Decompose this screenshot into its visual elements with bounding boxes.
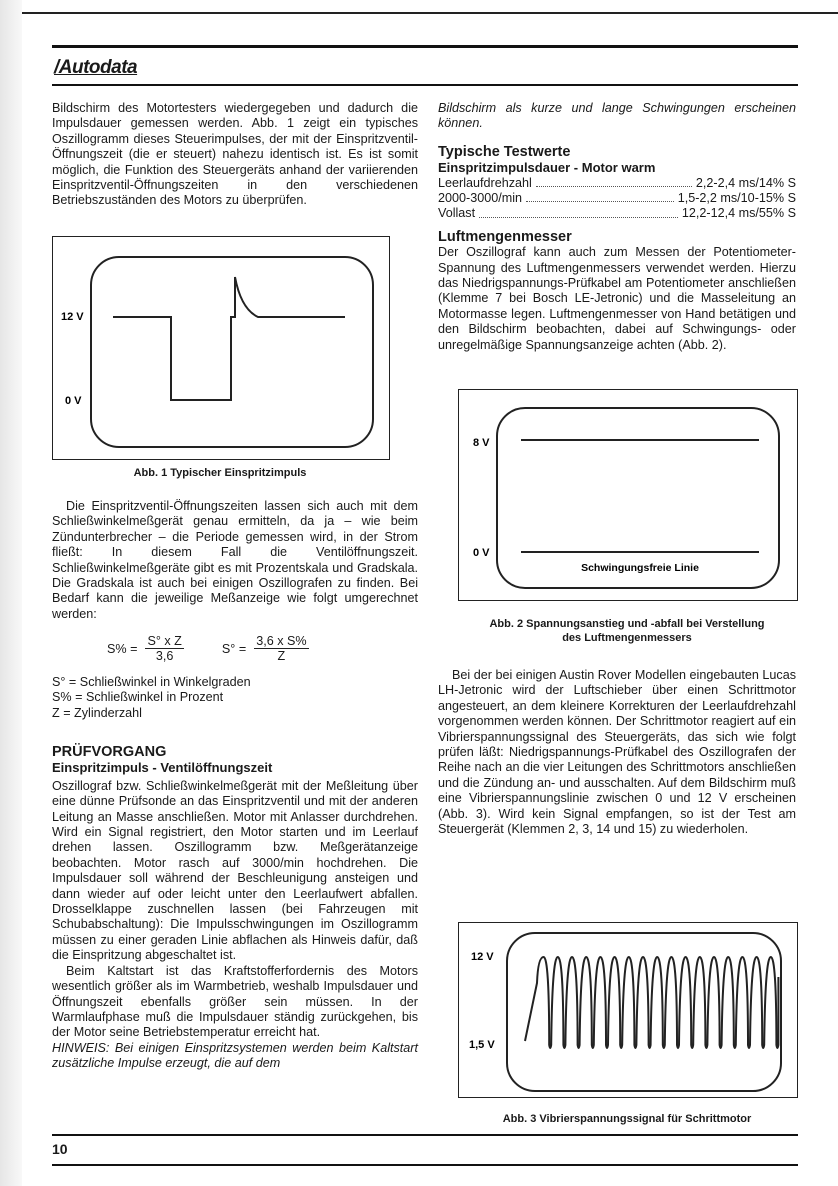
formula-2-denominator: Z	[277, 649, 286, 663]
right-paragraph-2: Der Oszillograf kann auch zum Messen der Potentiometer-Spannung des Luftmengenmessers verwendet werden. Hierzu das Niedrigspannungs-Prüfkabel am Potentiometer anschließen (Klemme 7 bei Bosch LE-Jetronic) und die Masseleitung an Motormasse legen. Luftmengenmesser von Hand betätigen und den Bildschirm beobachten, dabei auf Schwingungs- oder unregelmäßige Spannungsanzeige achten (Abb. 2).	[438, 245, 796, 352]
formula-1-fraction	[145, 634, 183, 663]
test-row-value: 1,5-2,2 ms/10-15% S	[677, 191, 796, 206]
footer-rule-bottom	[52, 1164, 798, 1166]
right-column-2	[438, 668, 796, 837]
header-rule-bottom	[52, 84, 798, 86]
fig3-label-12v: 12 V	[471, 951, 494, 963]
left-paragraph-2: Die Einspritzventil-Öffnungszeiten lassen sich auch mit dem Schließwinkelmeßgerät genau ermitteln, da ja – wie beim Zündunterbrecher – die Periode gemessen wird, in der Strom fließt: In diesem Fall die Ventilöffnungszeit. Schließwinkelmeßgeräte gibt es mit Prozentskala und Gradskala. Die Gradskala ist auch bei einigen Oszillografen zu finden. Bei Bedarf kann die jeweilige Meßanzeige wie folgt umgerechnet werden:	[52, 499, 418, 621]
injection-pulse-trace	[113, 277, 345, 400]
oscillogram-3	[459, 923, 797, 1097]
fig1-label-0v: 0 V	[65, 395, 82, 407]
figure-2-caption-line2: des Luftmengenmessers	[562, 632, 692, 644]
oscillogram-2	[459, 390, 797, 600]
test-value-row	[438, 206, 796, 221]
left-paragraph-1: Bildschirm des Motortesters wiedergegeben und dadurch die Impulsdauer gemessen werden. Abb. 1 zeigt ein typisches Oszillogramm dieses Steuerimpulses, der mit der Einspritzventil-Öffnungszeit (die er steuert) nahezu identisch ist. Es ist somit möglich, die Funktion des Steuergeräts anhand der variierenden Einspritzventil-Öffnungszeiten in den verschiedenen Betriebszuständen des Motors zu überprüfen.	[52, 101, 418, 208]
heading-einspritzimpuls: Einspritzimpuls - Ventilöffnungszeit	[52, 760, 273, 776]
left-paragraph-3: Oszillograf bzw. Schließwinkelmeßgerät mit der Meßleitung über eine dünne Prüfsonde an das Einspritzventil und mit der anderen Leitung an Masse anschließen. Motor mit Anlasser durchdrehen. Wird ein Signal registriert, den Motor starten und im Leerlauf drehen lassen. Oszillogramm bzw. Meßgerätanzeige beobachten. Motor rasch auf 3000/min hochdrehen. Die Impulsdauer soll während der Beschleunigung ansteigen und dann wieder auf oder leicht unter den Leerlaufwert abfallen. Drosselklappe zuschnellen lassen (bei Fahrzeugen mit Schubabschaltung): Die Impulsschwingungen im Oszillogramm müssen zu einer geraden Linie abflachen als Hinweis dafür, daß die Einspritzung abgeschaltet ist.	[52, 778, 418, 963]
top-border	[22, 12, 838, 14]
figure-1-caption: Abb. 1 Typischer Einspritzimpuls	[133, 467, 307, 479]
header-rule-top	[52, 45, 798, 48]
figure-1	[52, 236, 390, 460]
formula-2-lhs: S° =	[221, 641, 247, 656]
test-row-label: Vollast	[438, 206, 476, 221]
right-paragraph-3: Bei der bei einigen Austin Rover Modellen eingebauten Lucas LH-Jetronic wird der Luftschieber über einen Schrittmotor angesteuert, an dem kleinere Korrekturen der Leerlaufdrehzahl vorgenommen werden können. Der Schrittmotor reagiert auf ein Vibrierspannungssignal des Steuergeräts, das sich wie folgt prüfen läßt: Niedrigspannungs-Prüfkabel des Oszillografen der Reihe nach an die vier Leitungen des Schrittmotors anschließen und die Zündung an- und ausschalten. Auf dem Bildschirm muß eine Vibrierspannungslinie zwischen 0 und 12 V erscheinen (Abb. 3). Wird kein Signal empfangen, so ist der Test am Steuergerät (Klemmen 2, 3, 14 und 15) zu wiederholen.	[438, 668, 796, 837]
left-column	[52, 101, 418, 209]
formula-1-numerator: S° x Z	[147, 634, 182, 648]
footer-rule	[52, 1134, 798, 1136]
test-value-row	[438, 191, 796, 206]
fig2-label-8v: 8 V	[473, 437, 490, 449]
formula-legend	[52, 675, 418, 721]
formula-2-numerator: 3,6 x S%	[256, 634, 307, 648]
formula-1-denominator: 3,6	[155, 649, 174, 663]
heading-pruefvorgang: PRÜFVORGANG	[52, 744, 167, 760]
figure-2-caption	[458, 617, 796, 645]
right-column	[438, 101, 796, 353]
page-number: 10	[52, 1141, 68, 1157]
left-column-2	[52, 499, 418, 622]
fig3-label-1-5v: 1,5 V	[469, 1039, 495, 1051]
heading-luftmengenmesser: Luftmengenmesser	[438, 228, 572, 245]
figure-2-caption-line1: Abb. 2 Spannungsanstieg und -abfall bei Verstellung	[489, 618, 765, 630]
left-paragraph-hinweis: HINWEIS: Bei einigen Einspritzsystemen werden beim Kaltstart zusätzliche Impulse erzeugt, die auf dem	[52, 1040, 418, 1071]
heading-einspritzimpulsdauer: Einspritzimpulsdauer - Motor warm	[438, 160, 656, 176]
test-row-value: 2,2-2,4 ms/14% S	[695, 175, 796, 190]
legend-line: S% = Schließwinkel in Prozent	[52, 690, 224, 705]
formula-2-fraction	[254, 634, 308, 663]
vibration-signal-trace	[525, 957, 778, 1048]
fig1-label-12v: 12 V	[61, 311, 84, 323]
heading-testwerte: Typische Testwerte	[438, 143, 571, 160]
test-row-value: 12,2-12,4 ms/55% S	[681, 206, 796, 221]
figure-2	[458, 389, 798, 601]
formula-block	[107, 634, 309, 663]
legend-line: Z = Zylinderzahl	[52, 705, 142, 720]
autodata-logo: /Autodata	[54, 57, 138, 78]
oscillogram-1	[53, 237, 389, 459]
scan-edge	[0, 0, 22, 1186]
test-value-row	[438, 176, 796, 191]
test-row-label: 2000-3000/min	[438, 191, 523, 206]
left-column-3	[52, 745, 418, 1072]
fig2-line-label: Schwingungsfreie Linie	[581, 562, 699, 574]
figure-3-caption: Abb. 3 Vibrierspannungssignal für Schrittmotor	[502, 1113, 752, 1125]
left-paragraph-4: Beim Kaltstart ist das Kraftstofferfordernis des Motors wesentlich größer als im Warmbetrieb, weshalb Impulsdauer und Öffnungszeit ebenfalls größer sein müssen. In der Warmlaufphase muß die Impulsdauer ständig zurückgehen, bis der Motor seine Betriebstemperatur erreicht hat.	[52, 963, 418, 1040]
test-row-label: Leerlaufdrehzahl	[438, 175, 532, 190]
right-paragraph-1: Bildschirm als kurze und lange Schwingungen erscheinen können.	[438, 101, 796, 131]
legend-line: S° = Schließwinkel in Winkelgraden	[52, 675, 251, 689]
formula-1-lhs: S% =	[107, 641, 138, 656]
figure-3	[458, 922, 798, 1098]
fig2-label-0v: 0 V	[473, 547, 490, 559]
